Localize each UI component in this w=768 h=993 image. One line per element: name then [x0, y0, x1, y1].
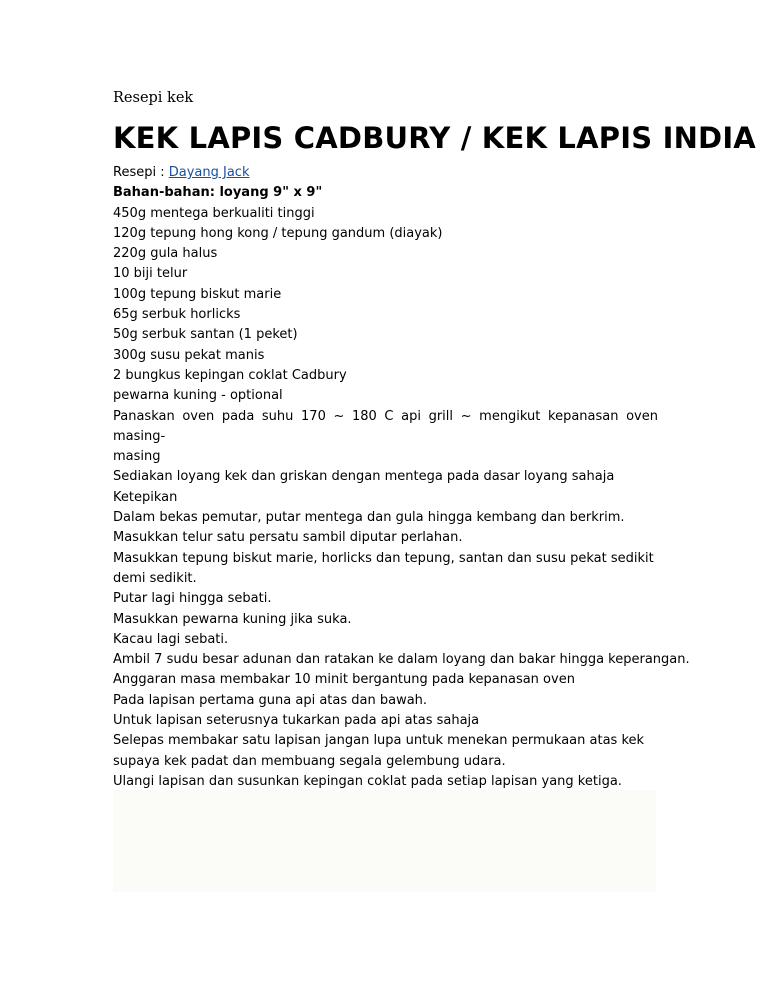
ingredient-item: 50g serbuk santan (1 peket)	[113, 327, 298, 343]
step-line: Ketepikan	[113, 489, 178, 505]
step-line: Sediakan loyang kek dan griskan dengan mentega pada dasar loyang sahaja	[113, 469, 615, 485]
ingredient-item: pewarna kuning - optional	[113, 388, 283, 404]
embedded-image-placeholder	[113, 790, 656, 892]
step-line: Ulangi lapisan dan susunkan kepingan coklat pada setiap lapisan yang ketiga.	[113, 773, 622, 789]
ingredient-item: 300g susu pekat manis	[113, 347, 265, 363]
step-line: Dalam bekas pemutar, putar mentega dan gula hingga kembang dan berkrim.	[113, 510, 625, 526]
step-line: Anggaran masa membakar 10 minit bergantung pada kepanasan oven	[113, 672, 575, 688]
step-line: demi sedikit.	[113, 570, 197, 586]
recipe-credit	[113, 163, 658, 183]
step-line: Pada lapisan pertama guna api atas dan bawah.	[113, 692, 428, 708]
step-line: Masukkan telur satu persatu sambil diputar perlahan.	[113, 530, 463, 546]
step-line: Kacau lagi sebati.	[113, 631, 229, 647]
ingredients-heading: Bahan-bahan: loyang 9" x 9"	[113, 185, 323, 201]
ingredient-item: 220g gula halus	[113, 246, 218, 262]
step-line: masing	[113, 449, 161, 465]
step-line: supaya kek padat dan membuang segala gelembung udara.	[113, 753, 506, 769]
ingredients-list	[113, 204, 658, 407]
step-line: Masukkan tepung biskut marie, horlicks dan tepung, santan dan susu pekat sedikit	[113, 550, 654, 566]
ingredient-item: 65g serbuk horlicks	[113, 307, 241, 323]
steps-list	[113, 407, 690, 813]
ingredient-item: 450g mentega berkualiti tinggi	[113, 205, 315, 221]
ingredient-item: 10 biji telur	[113, 266, 188, 282]
step-line: Selepas membakar satu lapisan jangan lupa untuk menekan permukaan atas kek	[113, 733, 645, 749]
step-line: Panaskan oven pada suhu 170 ~ 180 C api grill ~ mengikut kepanasan oven masing-	[113, 408, 658, 444]
ingredient-item: 100g tepung biskut marie	[113, 286, 282, 302]
step-line: Ambil 7 sudu besar adunan dan ratakan ke dalam loyang dan bakar hingga keperangan.	[113, 652, 690, 668]
ingredient-item: 2 bungkus kepingan coklat Cadbury	[113, 367, 347, 383]
ingredient-item: 120g tepung hong kong / tepung gandum (diayak)	[113, 225, 443, 241]
recipe-title: KEK LAPIS CADBURY / KEK LAPIS INDIA	[113, 121, 756, 155]
credit-prefix: Resepi :	[113, 165, 169, 180]
step-line: Masukkan pewarna kuning jika suka.	[113, 611, 352, 627]
author-link[interactable]: Dayang Jack	[168, 165, 250, 180]
step-line: Putar lagi hingga sebati.	[113, 591, 272, 607]
recipe-body	[113, 163, 690, 813]
step-line: Untuk lapisan seterusnya tukarkan pada api atas sahaja	[113, 713, 480, 729]
page-header-label: Resepi kek	[113, 90, 194, 106]
